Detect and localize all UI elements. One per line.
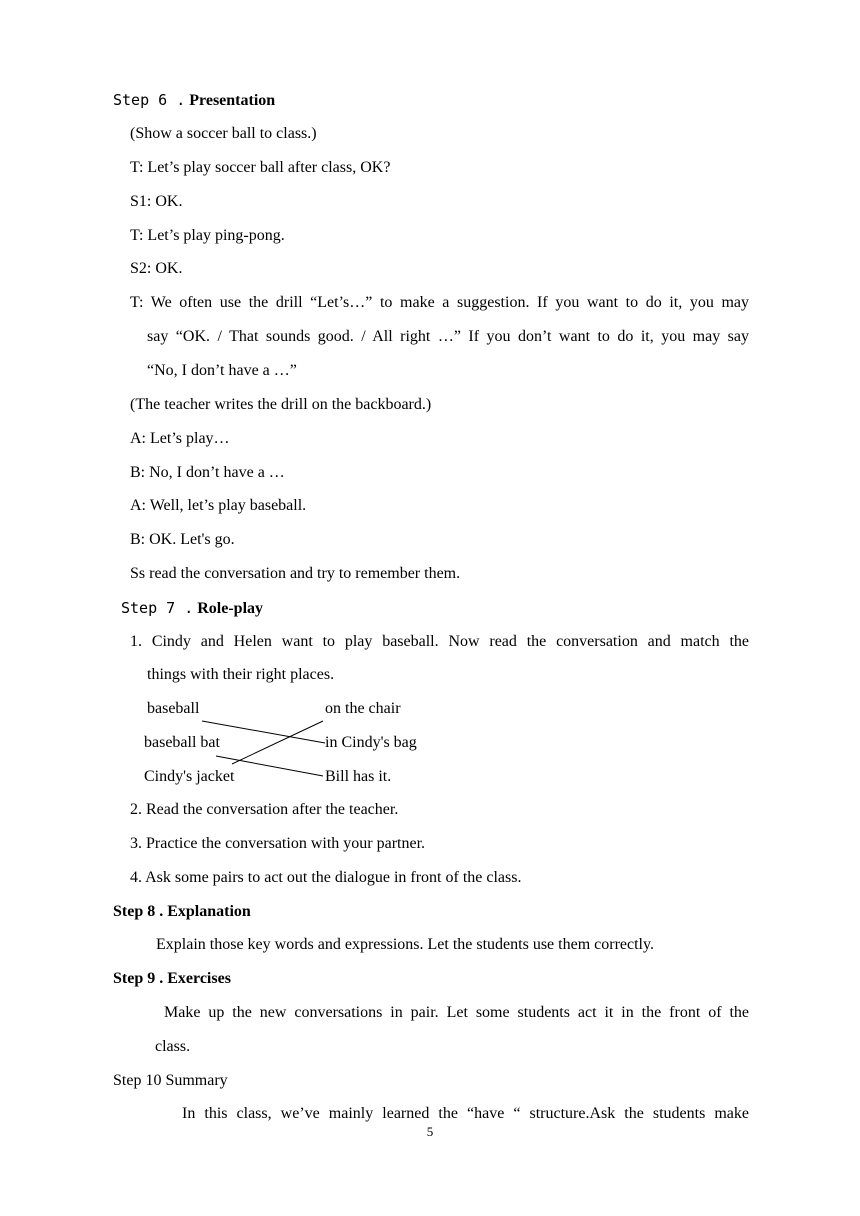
step6-teacher-line: say “OK. / That sounds good. / All right …” If you don’t want to do it, you may say xyxy=(147,328,749,345)
step9-text-cont: class. xyxy=(155,1038,191,1055)
page-number: 5 xyxy=(426,1124,434,1139)
step6-line: T: Let’s play soccer ball after class, OK? xyxy=(130,159,391,176)
match-right-item: Bill has it. xyxy=(325,768,392,785)
step6-line: B: No, I don’t have a … xyxy=(130,464,285,481)
step9-heading: Step 9 . Exercises xyxy=(113,970,231,987)
step6-line: S1: OK. xyxy=(130,193,183,210)
step7-title: Role-play xyxy=(197,600,264,617)
step6-line: A: Well, let’s play baseball. xyxy=(130,497,307,514)
step6-line: Ss read the conversation and try to remember them. xyxy=(130,565,461,582)
match-line xyxy=(232,721,323,764)
step8-heading: Step 8 . Explanation xyxy=(113,903,251,920)
step6-label: Step 6 . xyxy=(113,91,186,109)
step8-text: Explain those key words and expressions. Let the students use them correctly. xyxy=(156,936,654,953)
step10-heading: Step 10 Summary xyxy=(113,1072,228,1089)
match-left-item: baseball xyxy=(147,700,200,717)
step6-line: (Show a soccer ball to class.) xyxy=(130,125,317,142)
step6-line: S2: OK. xyxy=(130,260,183,277)
step7-item-1-cont: things with their right places. xyxy=(147,666,335,683)
step7-item: 3. Practice the conversation with your partner. xyxy=(130,835,426,852)
step6-title: Presentation xyxy=(189,92,276,109)
step6-line: B: OK. Let's go. xyxy=(130,531,235,548)
step7-item: 4. Ask some pairs to act out the dialogue in front of the class. xyxy=(130,869,522,886)
step6-line: T: Let’s play ping-pong. xyxy=(130,227,285,244)
match-line xyxy=(216,756,323,776)
match-left-item: Cindy's jacket xyxy=(144,768,235,785)
step10-text: In this class, we’ve mainly learned the “have “ structure.Ask the students make xyxy=(182,1105,749,1122)
step7-item-1: 1. Cindy and Helen want to play baseball. Now read the conversation and match the xyxy=(130,633,749,650)
step9-text: Make up the new conversations in pair. Let some students act it in the front of the xyxy=(164,1004,749,1021)
match-right-item: on the chair xyxy=(325,700,401,717)
step7-label: Step 7 . xyxy=(121,599,194,617)
match-right-item: in Cindy's bag xyxy=(325,734,417,751)
step6-teacher-line: “No, I don’t have a …” xyxy=(147,362,297,379)
step6-teacher-line: T: We often use the drill “Let’s…” to make a suggestion. If you want to do it, you may xyxy=(130,294,749,311)
step6-line: A: Let’s play… xyxy=(130,430,230,447)
match-line xyxy=(202,721,325,743)
step7-item: 2. Read the conversation after the teacher. xyxy=(130,801,399,818)
step6-line: (The teacher writes the drill on the backboard.) xyxy=(130,396,432,413)
match-left-item: baseball bat xyxy=(144,734,220,751)
